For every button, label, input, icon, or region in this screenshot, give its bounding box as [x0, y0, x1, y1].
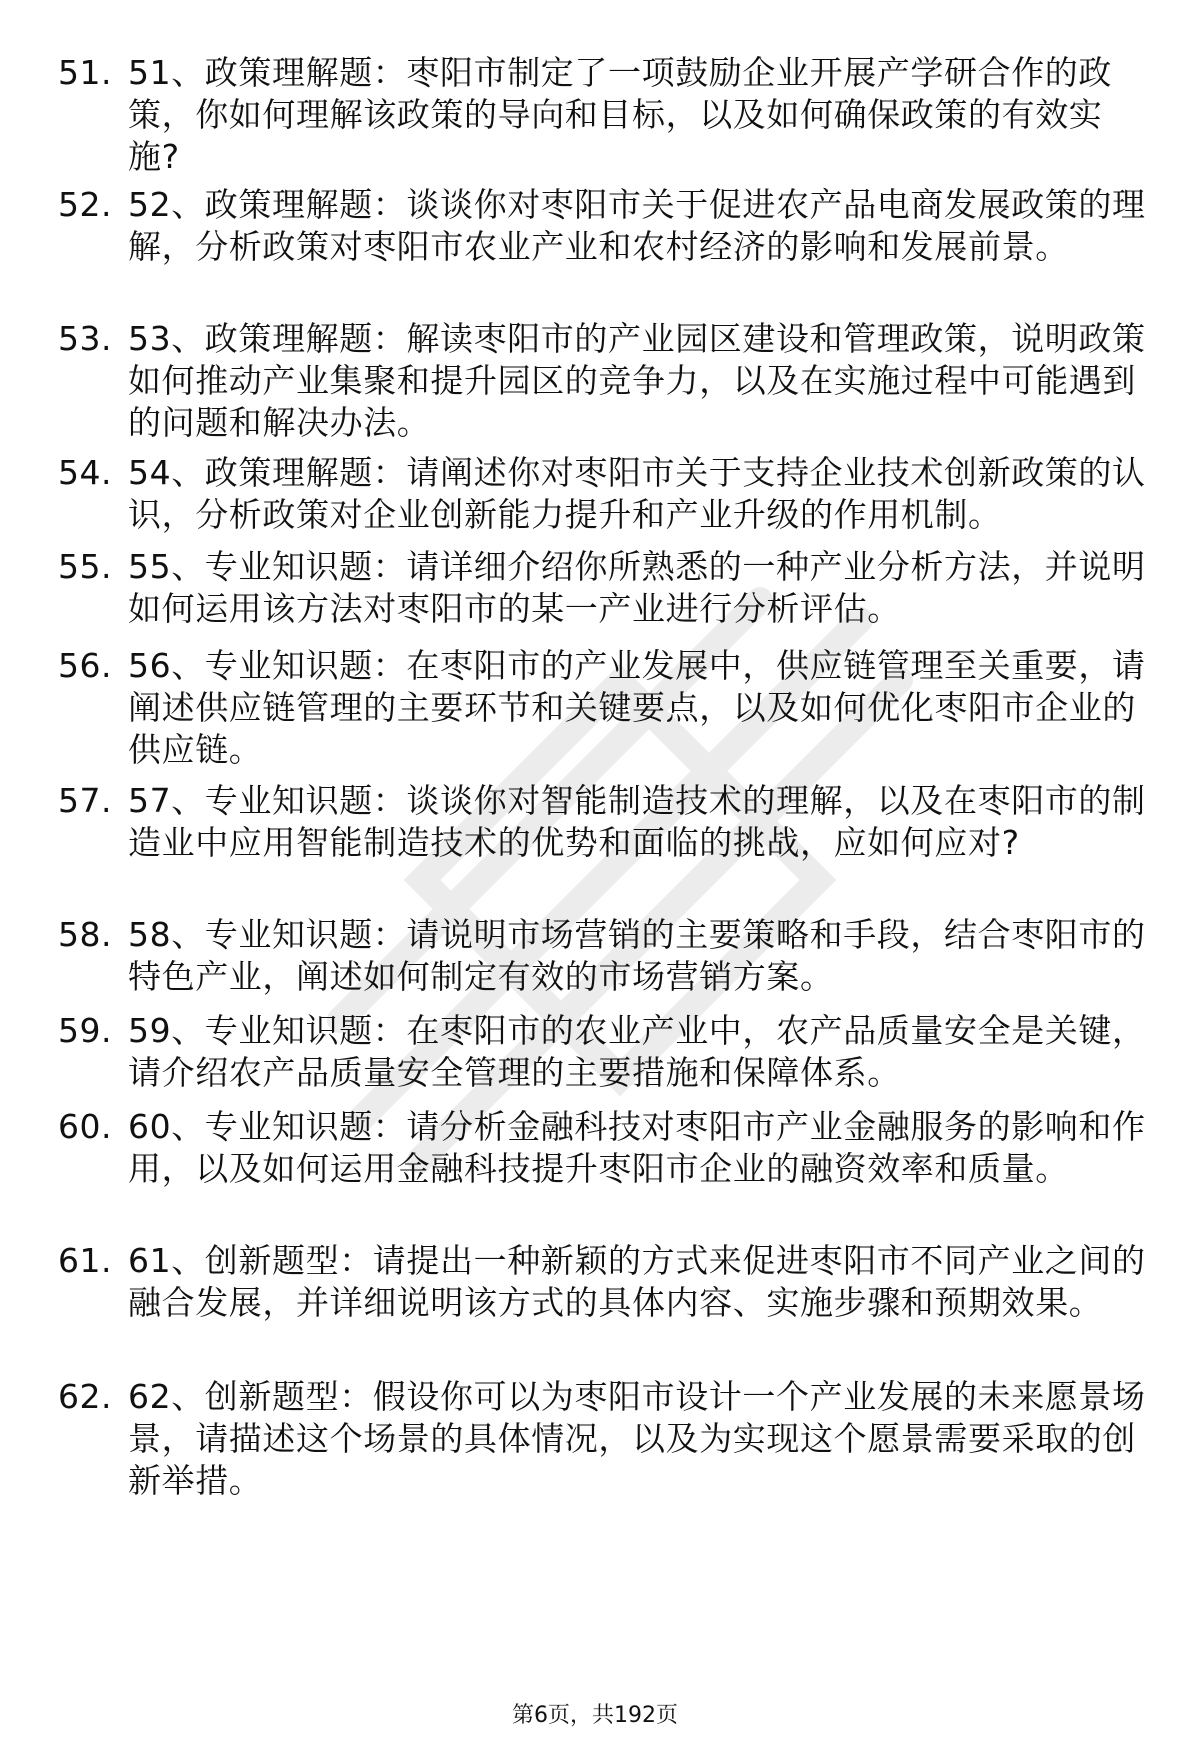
question-text: 61、创新题型：请提出一种新颖的方式来促进枣阳市不同产业之间的融合发展，并详细说明该方式的具体内容、实施步骤和预期效果。: [128, 1241, 1146, 1322]
question-text: 53、政策理解题：解读枣阳市的产业园区建设和管理政策，说明政策如何推动产业集聚和提升园区的竞争力，以及在实施过程中可能遇到的问题和解决办法。: [128, 319, 1146, 442]
question-number: 53.: [58, 319, 112, 358]
question-text: 56、专业知识题：在枣阳市的产业发展中，供应链管理至关重要，请阐述供应链管理的主要环节和关键要点，以及如何优化枣阳市企业的供应链。: [128, 646, 1146, 769]
question-item-55: [58, 546, 1158, 630]
question-item-52: [58, 184, 1158, 268]
question-item-56: [58, 645, 1158, 771]
question-number: 52.: [58, 185, 112, 224]
question-number: 60.: [58, 1107, 112, 1146]
question-text: 58、专业知识题：请说明市场营销的主要策略和手段，结合枣阳市的特色产业，阐述如何制定有效的市场营销方案。: [128, 915, 1146, 996]
question-text: 51、政策理解题：枣阳市制定了一项鼓励企业开展产学研合作的政策，你如何理解该政策的导向和目标，以及如何确保政策的有效实施?: [128, 53, 1112, 176]
question-item-59: [58, 1010, 1158, 1094]
question-text: 57、专业知识题：谈谈你对智能制造技术的理解，以及在枣阳市的制造业中应用智能制造技术的优势和面临的挑战，应如何应对?: [128, 781, 1146, 862]
question-item-53: [58, 318, 1158, 444]
question-text: 54、政策理解题：请阐述你对枣阳市关于支持企业技术创新政策的认识，分析政策对企业创新能力提升和产业升级的作用机制。: [128, 453, 1146, 534]
question-text: 55、专业知识题：请详细介绍你所熟悉的一种产业分析方法，并说明如何运用该方法对枣阳市的某一产业进行分析评估。: [128, 547, 1146, 628]
question-item-60: [58, 1106, 1158, 1190]
question-text: 59、专业知识题：在枣阳市的农业产业中，农产品质量安全是关键，请介绍农产品质量安全管理的主要措施和保障体系。: [128, 1011, 1146, 1092]
question-number: 57.: [58, 781, 112, 820]
page-footer: [0, 1702, 1190, 1730]
question-item-57: [58, 780, 1158, 864]
question-number: 59.: [58, 1011, 112, 1050]
question-item-62: [58, 1376, 1158, 1502]
question-number: 62.: [58, 1377, 112, 1416]
question-item-51: [58, 52, 1158, 178]
question-number: 61.: [58, 1241, 112, 1280]
question-number: 51.: [58, 53, 112, 92]
question-item-58: [58, 914, 1158, 998]
question-item-61: [58, 1240, 1158, 1324]
question-number: 55.: [58, 547, 112, 586]
question-item-54: [58, 452, 1158, 536]
question-text: 62、创新题型：假设你可以为枣阳市设计一个产业发展的未来愿景场景，请描述这个场景的具体情况，以及为实现这个愿景需要采取的创新举措。: [128, 1377, 1146, 1500]
question-number: 54.: [58, 453, 112, 492]
question-text: 60、专业知识题：请分析金融科技对枣阳市产业金融服务的影响和作用，以及如何运用金融科技提升枣阳市企业的融资效率和质量。: [128, 1107, 1146, 1188]
question-number: 56.: [58, 646, 112, 685]
question-text: 52、政策理解题：谈谈你对枣阳市关于促进农产品电商发展政策的理解，分析政策对枣阳市农业产业和农村经济的影响和发展前景。: [128, 185, 1146, 266]
page-number-label: 第6页，共192页: [512, 1703, 678, 1728]
question-number: 58.: [58, 915, 112, 954]
